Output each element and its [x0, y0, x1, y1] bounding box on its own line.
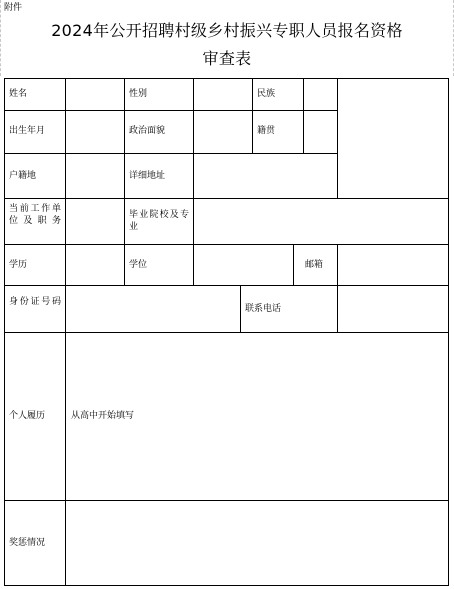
row-divider: [4, 153, 337, 154]
row-divider: [4, 244, 449, 245]
form-title-line-1: 2024年公开招聘村级乡村振兴专职人员报名资格: [51, 21, 403, 40]
column-divider: [293, 244, 294, 285]
column-divider: [124, 78, 125, 285]
email-label: 邮箱: [305, 260, 324, 270]
form-title-line-2: 审查表: [202, 49, 252, 68]
row-divider: [4, 110, 337, 111]
column-divider: [252, 78, 253, 153]
column-divider: [193, 78, 194, 153]
table-border-left: [4, 78, 5, 586]
current-employer-label: 当前工作单位及职务: [9, 204, 61, 226]
detailed-address-label: 详细地址: [129, 171, 166, 181]
row-divider: [4, 500, 449, 501]
row-divider: [4, 332, 449, 333]
column-divider: [337, 244, 338, 332]
resume-hint: 从高中开始填写: [71, 411, 135, 421]
resume-label: 个人履历: [9, 411, 46, 421]
table-border-right: [448, 78, 449, 586]
graduate-school-label: 毕业院校及专业: [129, 210, 189, 232]
column-divider: [240, 285, 241, 332]
birth-date-label: 出生年月: [9, 126, 46, 136]
column-divider: [65, 78, 66, 586]
education-label: 学历: [9, 260, 28, 270]
column-divider: [337, 78, 338, 198]
political-status-label: 政治面貌: [129, 126, 166, 136]
id-number-label: 身份证号码: [9, 297, 61, 307]
ethnicity-label: 民族: [257, 89, 276, 99]
native-place-label: 籍贯: [257, 126, 276, 136]
column-divider: [193, 153, 194, 285]
column-divider: [303, 78, 304, 153]
rewards-label: 奖惩情况: [9, 538, 46, 548]
table-border-bottom: [4, 585, 449, 586]
row-divider: [4, 198, 449, 199]
household-registration-label: 户籍地: [9, 171, 37, 181]
gender-label: 性别: [129, 89, 148, 99]
degree-label: 学位: [129, 260, 148, 270]
phone-label: 联系电话: [245, 304, 282, 314]
row-divider: [4, 285, 449, 286]
name-label: 姓名: [9, 89, 28, 99]
attachment-label: 附件: [4, 3, 23, 13]
table-border-top: [4, 78, 449, 79]
